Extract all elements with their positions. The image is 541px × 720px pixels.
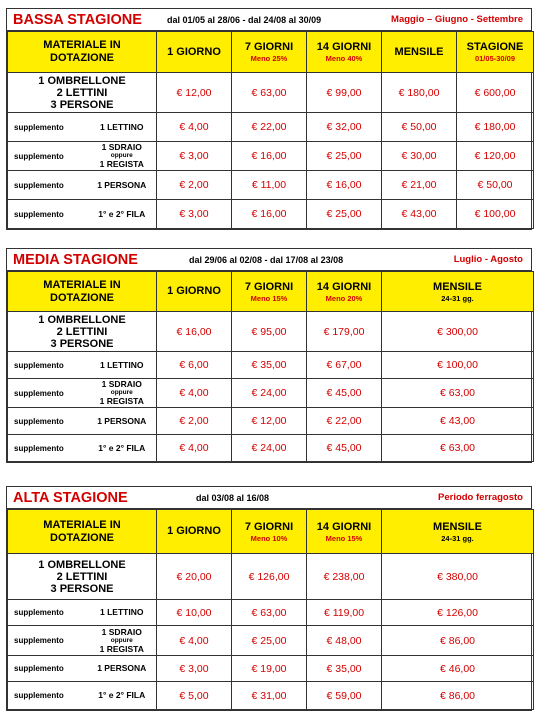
table-row [8,200,534,229]
price-cell: € 179,00 [307,312,382,352]
price-cell: € 50,00 [382,113,457,142]
supplement-label: supplemento [8,600,88,626]
price-cell: € 25,00 [307,200,382,229]
header-14-giorni: 14 GIORNI Meno 15% [307,510,382,554]
price-cell: € 11,00 [232,171,307,200]
price-cell: € 100,00 [382,352,534,379]
price-cell: € 3,00 [157,200,232,229]
price-cell: € 600,00 [457,73,534,113]
header-14-giorni: 14 GIORNI Meno 20% [307,272,382,312]
supplement-item: 1 SDRAIO oppure 1 REGISTA [88,626,157,656]
price-cell: € 16,00 [232,142,307,171]
price-cell: € 4,00 [157,626,232,656]
price-cell: € 2,00 [157,171,232,200]
price-cell: € 63,00 [232,600,307,626]
section-title: ALTA STAGIONE [13,489,128,506]
table-row [8,682,534,710]
price-cell: € 24,00 [232,435,307,462]
price-cell: € 63,00 [382,435,534,462]
table-row [8,626,534,656]
price-cell: € 67,00 [307,352,382,379]
table-row [8,142,534,171]
price-cell: € 45,00 [307,435,382,462]
table-row [8,352,534,379]
header-mensile: MENSILE [382,32,457,73]
price-cell: € 2,00 [157,408,232,435]
table-row [8,600,534,626]
price-cell: € 35,00 [307,656,382,682]
price-cell: € 5,00 [157,682,232,710]
section-title: MEDIA STAGIONE [13,251,138,268]
price-cell: € 45,00 [307,379,382,408]
price-cell: € 22,00 [307,408,382,435]
supplement-label: supplemento [8,656,88,682]
price-cell: € 4,00 [157,379,232,408]
price-cell: € 180,00 [382,73,457,113]
price-cell: € 119,00 [307,600,382,626]
price-cell: € 3,00 [157,142,232,171]
price-cell: € 126,00 [382,600,534,626]
section-title: BASSA STAGIONE [13,11,142,28]
supplement-label: supplemento [8,682,88,710]
supplement-item: 1 SDRAIO oppure 1 REGISTA [88,379,157,408]
price-cell: € 3,00 [157,656,232,682]
section-bassa-stagione [6,8,532,230]
table-header-row [8,510,534,554]
header-7-giorni: 7 GIORNI Meno 25% [232,32,307,73]
price-cell: € 86,00 [382,682,534,710]
supplement-label: supplemento [8,200,88,229]
header-14-giorni: 14 GIORNI Meno 40% [307,32,382,73]
header-materiale: MATERIALE IN DOTAZIONE [8,32,157,73]
price-cell: € 99,00 [307,73,382,113]
price-cell: € 238,00 [307,554,382,600]
header-1-giorno: 1 GIORNO [157,510,232,554]
price-cell: € 16,00 [157,312,232,352]
section-months: Periodo ferragosto [438,492,523,503]
supplement-item: 1 PERSONA [88,408,157,435]
table-header-row [8,272,534,312]
supplement-label: supplemento [8,113,88,142]
price-cell: € 32,00 [307,113,382,142]
base-package: 1 OMBRELLONE 2 LETTINI 3 PERSONE [8,312,157,352]
header-stagione: STAGIONE 01/05-30/09 [457,32,534,73]
price-cell: € 16,00 [307,171,382,200]
price-table [7,509,534,710]
table-row-base [8,312,534,352]
base-package: 1 OMBRELLONE 2 LETTINI 3 PERSONE [8,73,157,113]
supplement-label: supplemento [8,626,88,656]
price-cell: € 4,00 [157,113,232,142]
price-cell: € 21,00 [382,171,457,200]
section-months: Luglio - Agosto [453,254,523,265]
table-row-base [8,73,534,113]
supplement-item: 1 SDRAIO oppure 1 REGISTA [88,142,157,171]
table-row [8,435,534,462]
supplement-item: 1 LETTINO [88,113,157,142]
table-row [8,171,534,200]
header-mensile: MENSILE 24-31 gg. [382,510,534,554]
price-cell: € 30,00 [382,142,457,171]
price-cell: € 100,00 [457,200,534,229]
price-cell: € 25,00 [232,626,307,656]
price-cell: € 46,00 [382,656,534,682]
price-cell: € 86,00 [382,626,534,656]
header-7-giorni: 7 GIORNI Meno 10% [232,510,307,554]
base-package: 1 OMBRELLONE 2 LETTINI 3 PERSONE [8,554,157,600]
price-cell: € 50,00 [457,171,534,200]
price-cell: € 48,00 [307,626,382,656]
price-cell: € 63,00 [232,73,307,113]
section-alta-stagione [6,486,532,711]
section-dates: dal 03/08 al 16/08 [196,492,270,503]
section-title-bar [7,249,531,271]
price-cell: € 25,00 [307,142,382,171]
header-materiale: MATERIALE IN DOTAZIONE [8,510,157,554]
header-1-giorno: 1 GIORNO [157,32,232,73]
supplement-label: supplemento [8,142,88,171]
table-row-base [8,554,534,600]
price-cell: € 300,00 [382,312,534,352]
supplement-item: 1° e 2° FILA [88,682,157,710]
supplement-item: 1 PERSONA [88,656,157,682]
supplement-label: supplemento [8,352,88,379]
price-table [7,31,534,229]
price-cell: € 120,00 [457,142,534,171]
price-cell: € 180,00 [457,113,534,142]
price-table [7,271,534,462]
price-cell: € 63,00 [382,379,534,408]
supplement-label: supplemento [8,171,88,200]
price-cell: € 95,00 [232,312,307,352]
table-row [8,408,534,435]
supplement-item: 1° e 2° FILA [88,200,157,229]
price-cell: € 22,00 [232,113,307,142]
price-cell: € 43,00 [382,200,457,229]
section-title-bar [7,9,531,31]
header-materiale: MATERIALE IN DOTAZIONE [8,272,157,312]
price-cell: € 19,00 [232,656,307,682]
section-title-bar [7,487,531,509]
supplement-label: supplemento [8,435,88,462]
table-row [8,656,534,682]
price-cell: € 59,00 [307,682,382,710]
price-cell: € 24,00 [232,379,307,408]
price-cell: € 35,00 [232,352,307,379]
header-7-giorni: 7 GIORNI Meno 15% [232,272,307,312]
price-cell: € 4,00 [157,435,232,462]
section-dates: dal 29/06 al 02/08 - dal 17/08 al 23/08 [189,254,344,265]
supplement-label: supplemento [8,408,88,435]
price-cell: € 31,00 [232,682,307,710]
price-cell: € 43,00 [382,408,534,435]
price-cell: € 10,00 [157,600,232,626]
header-1-giorno: 1 GIORNO [157,272,232,312]
price-cell: € 20,00 [157,554,232,600]
price-cell: € 126,00 [232,554,307,600]
section-months: Maggio – Giugno - Settembre [391,14,523,25]
table-row [8,379,534,408]
price-cell: € 16,00 [232,200,307,229]
header-mensile: MENSILE 24-31 gg. [382,272,534,312]
section-dates: dal 01/05 al 28/06 - dal 24/08 al 30/09 [167,14,322,25]
table-row [8,113,534,142]
price-cell: € 380,00 [382,554,534,600]
table-header-row [8,32,534,73]
price-cell: € 6,00 [157,352,232,379]
supplement-item: 1° e 2° FILA [88,435,157,462]
supplement-item: 1 PERSONA [88,171,157,200]
price-cell: € 12,00 [232,408,307,435]
price-cell: € 12,00 [157,73,232,113]
section-media-stagione [6,248,532,463]
supplement-item: 1 LETTINO [88,600,157,626]
supplement-label: supplemento [8,379,88,408]
supplement-item: 1 LETTINO [88,352,157,379]
